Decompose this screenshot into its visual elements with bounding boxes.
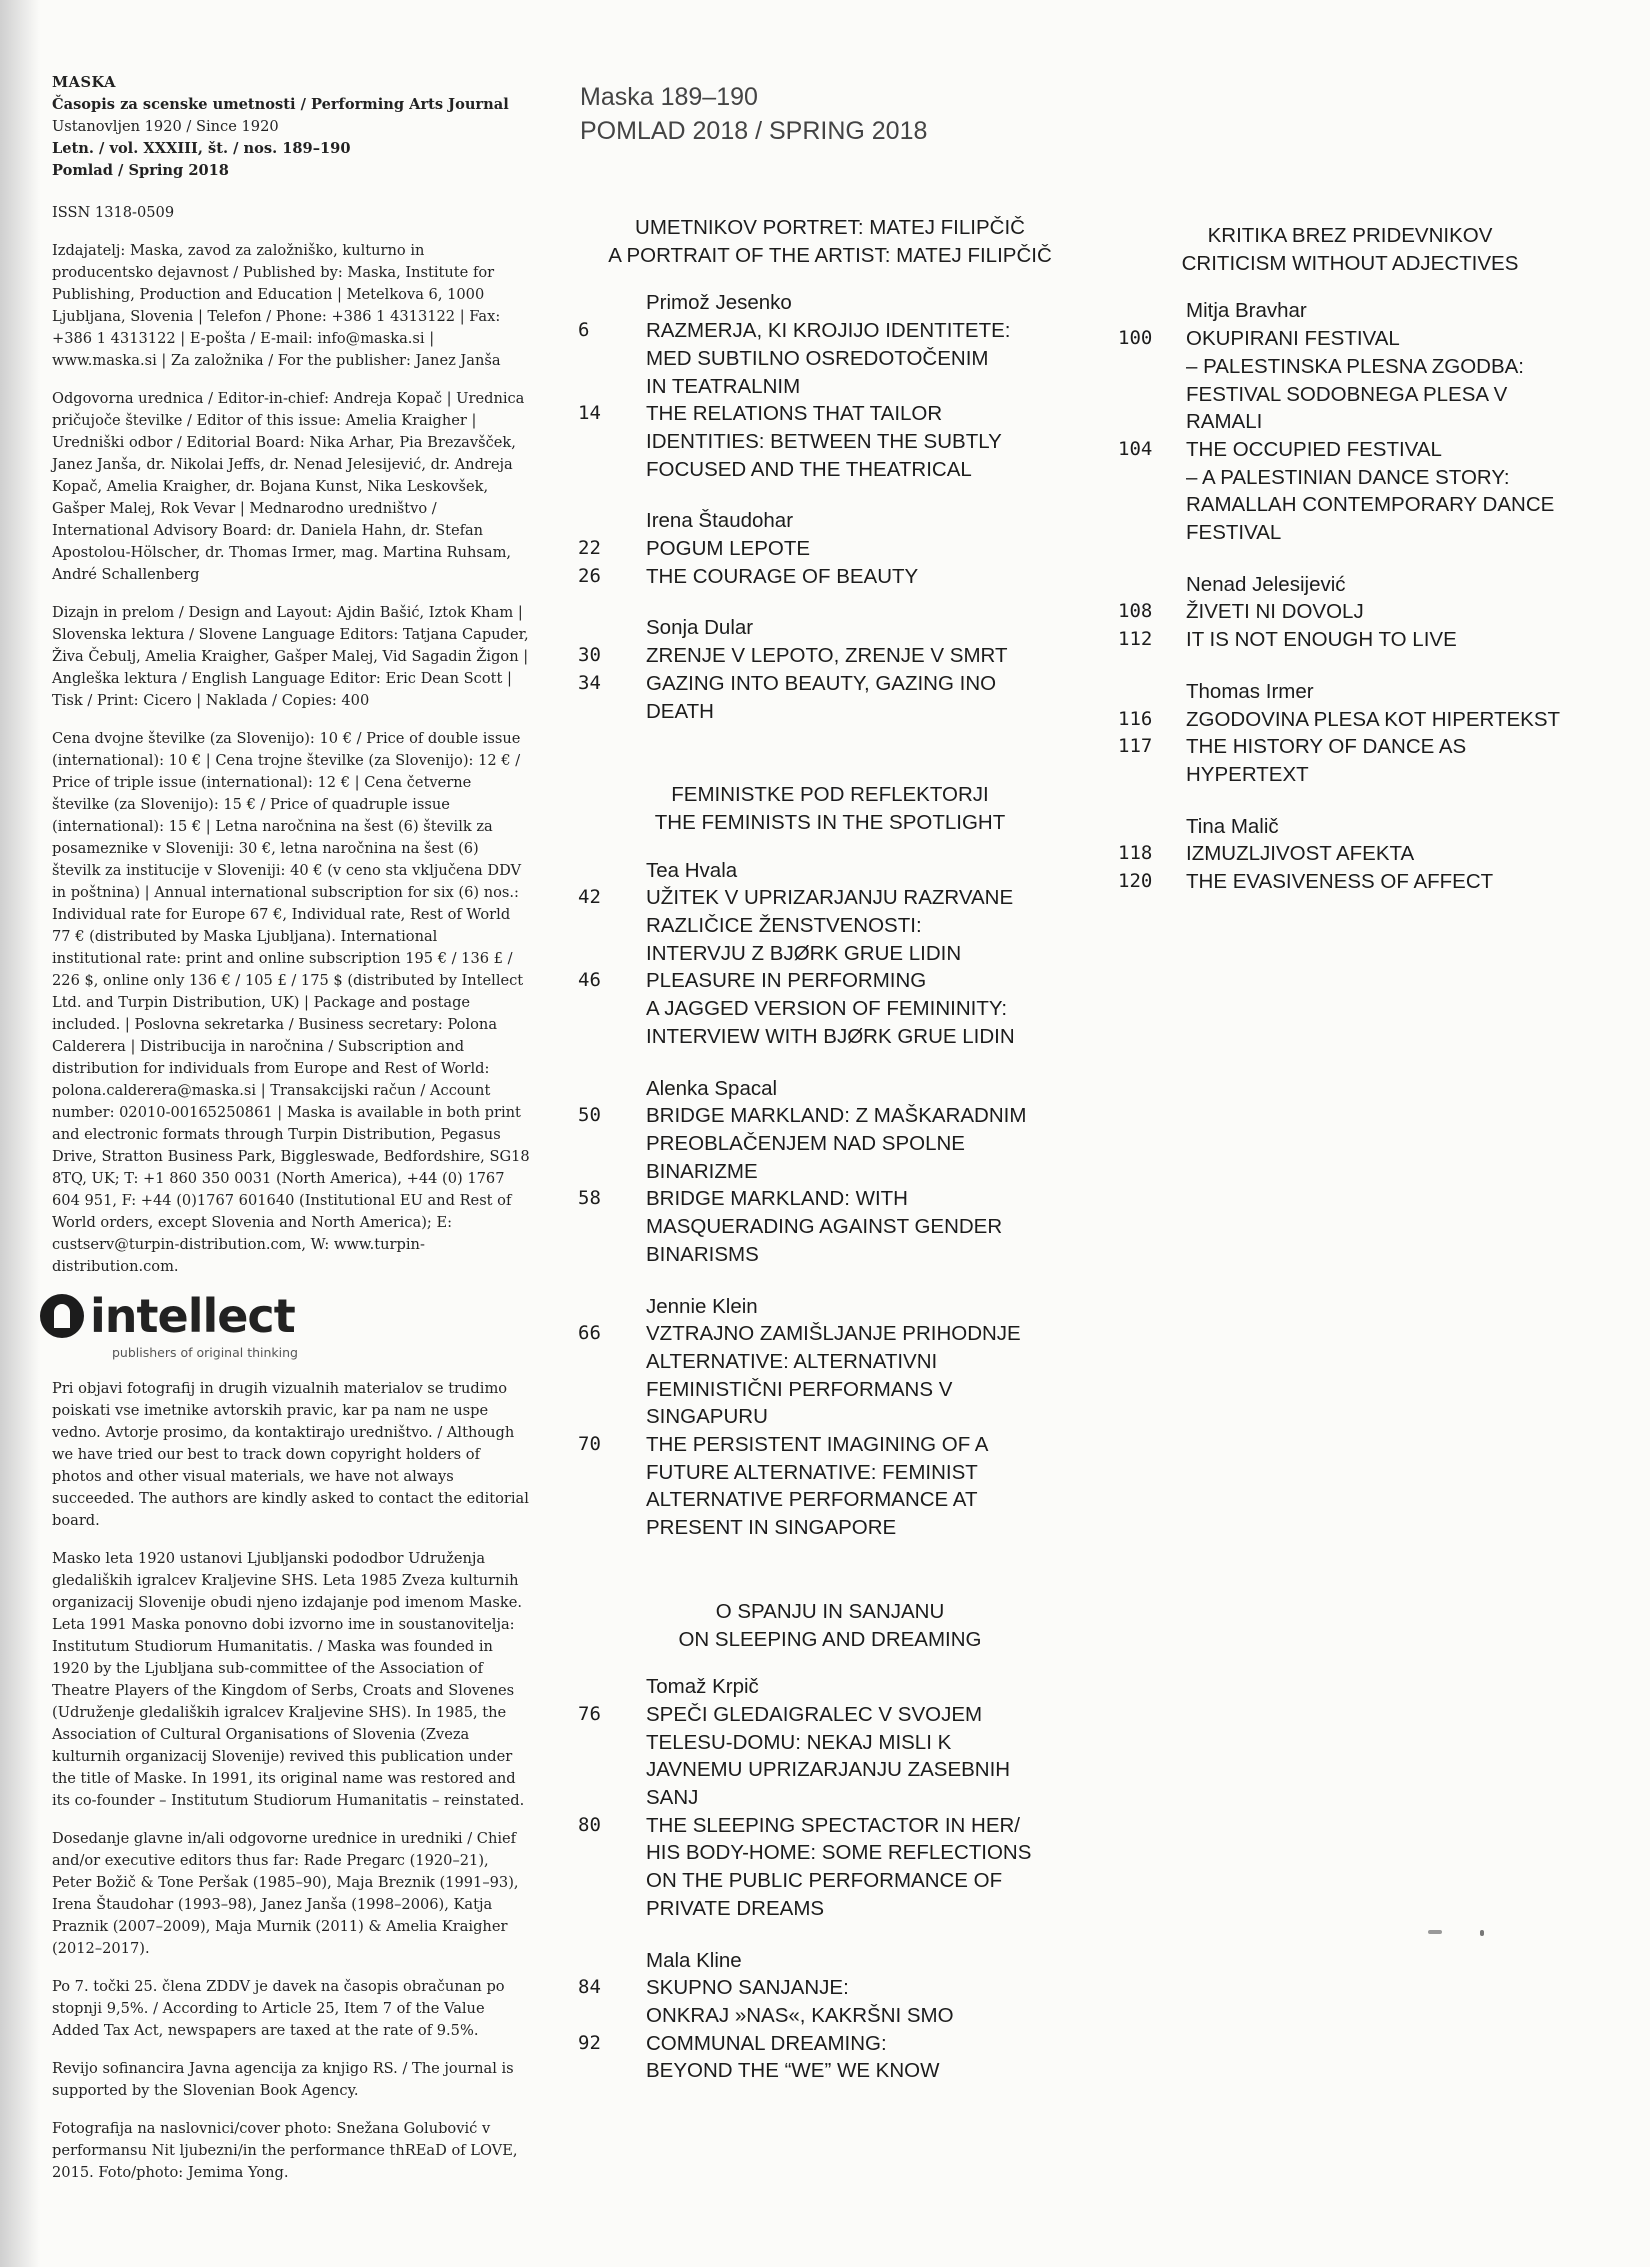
article-block: [560, 507, 1100, 590]
copyright-notice: Pri objavi fotografij in drugih vizualnih materialov se trudimo poiskati vse imetnike avtorskih pravic, kar pa nam ne uspe vedno. Avtorje prosimo, da kontaktirajo uredništvo. / Although we have tried our best to track down copyright holders of photos and other visual materials, we have not always succeeded. The authors are kindly asked to contact the editorial board.: [52, 1380, 529, 1529]
entry-title-line: – A PALESTINIAN DANCE STORY:: [1186, 465, 1510, 489]
entry-title-line: SKUPNO SANJANJE:: [646, 1976, 849, 2000]
funding-note: Revijo sofinancira Javna agencija za knjigo RS. / The journal is supported by the Slovenian Book Agency.: [52, 2060, 514, 2099]
toc-entry: [1100, 626, 1600, 654]
entry-title: [646, 1320, 1100, 1431]
entry-title-line: UŽITEK V UPRIZARJANJU RAZRVANE: [646, 886, 1014, 910]
entry-title: [1186, 868, 1600, 896]
entry-title: [646, 563, 1100, 591]
scan-mark: [1480, 1930, 1484, 1936]
page-number: 26: [578, 564, 601, 587]
section-title-en: ON SLEEPING AND DREAMING: [678, 1627, 982, 1651]
entry-title: [1186, 436, 1600, 547]
article-block: [560, 1947, 1100, 2086]
entry-title-line: BRIDGE MARKLAND: WITH: [646, 1187, 908, 1211]
entry-title-line: FOCUSED AND THE THEATRICAL: [646, 457, 972, 481]
entry-title-line: THE HISTORY OF DANCE AS: [1186, 735, 1467, 759]
page-number: 22: [578, 537, 601, 560]
entry-title-line: COMMUNAL DREAMING:: [646, 2031, 887, 2055]
entry-title: [646, 1431, 1100, 1542]
entry-title-line: RAZMERJA, KI KROJIJO IDENTITETE:: [646, 319, 1011, 343]
entry-title-line: TELESU-DOMU: NEKAJ MISLI K: [646, 1730, 952, 1754]
page-number: 50: [578, 1104, 601, 1127]
entry-title-line: THE SLEEPING SPECTACTOR IN HER/: [646, 1813, 1021, 1837]
tax-note: Po 7. točki 25. člena ZDDV je davek na časopis obračunan po stopnji 9,5%. / According to Article 25, Item 7 of the Value Added Tax Act, newspapers are taxed at the rate of 9.5%.: [52, 1978, 505, 2039]
entry-title: [646, 884, 1100, 967]
entry-title: [646, 1185, 1100, 1268]
entry-title-line: FEMINISTIČNI PERFORMANS V: [646, 1377, 953, 1401]
article-block: [560, 614, 1100, 725]
entry-title: [646, 967, 1100, 1050]
author-name: Thomas Irmer: [1186, 679, 1314, 703]
entry-title-line: RAMALI: [1186, 410, 1263, 434]
entry-title: [1186, 325, 1600, 436]
article-block: [560, 1673, 1100, 1922]
author-name: Tea Hvala: [646, 858, 738, 882]
author-name: Mala Kline: [646, 1948, 742, 1972]
toc-entry: [560, 642, 1100, 670]
toc-entry: [560, 1812, 1100, 1923]
entry-title: [646, 670, 1100, 725]
page-number: 6: [578, 319, 590, 342]
masthead-subtitle: Časopis za scenske umetnosti / Performing Arts Journal: [52, 96, 509, 113]
author-name: Mitja Bravhar: [1186, 299, 1307, 323]
entry-title: [646, 1812, 1100, 1923]
toc-entry: [560, 1701, 1100, 1812]
imprint-column: [52, 72, 530, 2200]
entry-title-line: JAVNEMU UPRIZARJANJU ZASEBNIH: [646, 1758, 1011, 1782]
toc-entry: [1100, 868, 1600, 896]
page-number: 120: [1118, 870, 1153, 893]
page-number: 46: [578, 969, 601, 992]
masthead-since: Ustanovljen 1920 / Since 1920: [52, 118, 279, 135]
page-number: 76: [578, 1702, 601, 1725]
entry-title-line: ZGODOVINA PLESA KOT HIPERTEKST: [1186, 707, 1561, 731]
section-title: [1100, 222, 1600, 277]
entry-title: [646, 1974, 1100, 2029]
history-note: Masko leta 1920 ustanovi Ljubljanski pododbor Udruženja gledaliških igralcev Kraljevine SHS. Leta 1985 Zveza kulturnih organizacij Slovenije obudi njeno izdajanje pod imenom Maske. Leta 1991 Maska ponovno dobi izvorno ime in soustanovitelja: Institutum Studiorum Humanitatis. / Maska was founded in 1920 by the Ljubljana sub-committee of the Association of Theatre Players of the Kingdom of Serbs, Croats and Slovenes (Udruženje gledaliških igralcev Kraljevine SHS). In 1985, the Association of Cultural Organisations of Slovenia (Zveza kulturnih organizacij Slovenije) revived this publication under the title of Maske. In 1991, its original name was restored and its co-founder – Institutum Studiorum Humanitatis – reinstated.: [52, 1550, 525, 1809]
page-number: 42: [578, 886, 601, 909]
author-name: Tomaž Krpič: [646, 1675, 759, 1699]
page-number: 118: [1118, 842, 1153, 865]
masthead-season: Pomlad / Spring 2018: [52, 162, 229, 179]
editorial-board: Odgovorna urednica / Editor-in-chief: Andreja Kopač | Urednica pričujoče številke / Editor of this issue: Amelia Kraigher | Uredniški odbor / Editorial Board: Nika Arhar, Pia Brezavšček, Janez Janša, dr. Nikolai Jeffs, dr. Nenad Jelesijević, dr. Andreja Kopač, Amelia Kraigher, dr. Bojana Kunst, Nika Leskovšek, Gašper Malej, Rok Vevar | Mednarodno uredništvo / International Advisory Board: dr. Daniela Hahn, dr. Stefan Apostolou-Hölscher, dr. Thomas Irmer, mag. Martina Ruhsam, André Schallenberg: [52, 390, 525, 583]
article-block: [1100, 678, 1600, 789]
author-name: Irena Štaudohar: [646, 509, 794, 533]
entry-title-line: ALTERNATIVE: ALTERNATIVNI: [646, 1349, 938, 1373]
page-number: 104: [1118, 437, 1153, 460]
article-block: [560, 289, 1100, 483]
editors-history: Dosedanje glavne in/ali odgovorne urednice in uredniki / Chief and/or executive editors thus far: Rade Pregarc (1920–21), Peter Božič & Tone Peršak (1985–90), Maja Breznik (1991–93), Irena Štaudohar (1993–98), Janez Janša (1998–2006), Katja Praznik (2007–2009), Maja Murnik (2011) & Amelia Kraigher (2012–2017).: [52, 1830, 519, 1957]
entry-title-line: SPEČI GLEDAIGRALEC V SVOJEM: [646, 1702, 983, 1726]
author-name: Alenka Spacal: [646, 1076, 778, 1100]
entry-title-line: ALTERNATIVE PERFORMANCE AT: [646, 1488, 978, 1512]
page-number: 92: [578, 2031, 601, 2054]
entry-title: [1186, 598, 1600, 626]
masthead-name: MASKA: [52, 74, 116, 91]
entry-title-line: IZMUZLJIVOST AFEKTA: [1186, 842, 1415, 866]
entry-title: [646, 2030, 1100, 2085]
intellect-tagline: publishers of original thinking: [112, 1345, 298, 1360]
section-title-en: CRITICISM WITHOUT ADJECTIVES: [1181, 251, 1519, 275]
entry-title: [646, 400, 1100, 483]
article-block: [1100, 571, 1600, 654]
entry-title: [646, 1102, 1100, 1185]
toc-entry: [560, 317, 1100, 400]
entry-title-line: MASQUERADING AGAINST GENDER: [646, 1215, 1003, 1239]
toc-entry: [1100, 840, 1600, 868]
section-title: [560, 1598, 1100, 1653]
article-block: [560, 857, 1100, 1051]
article-block: [1100, 297, 1600, 546]
toc-column-2: [1100, 222, 1600, 920]
toc-entry: [560, 1974, 1100, 2029]
toc-entry: [560, 1431, 1100, 1542]
masthead-volume: Letn. / vol. XXXIII, št. / nos. 189–190: [52, 140, 351, 157]
page-number: 84: [578, 1976, 601, 1999]
publisher-info: Izdajatelj: Maska, zavod za založniško, kulturno in producentsko dejavnost / Published by: Maska, Institute for Publishing, Production and Education | Metelkova 6, 1000 Ljubljana, Slovenia | Telefon / Phone: +386 1 4313122 | Fax: +386 1 4313122 | E-pošta / E-mail: info@maska.si | www.maska.si | Za založnika / For the publisher: Janez Janša: [52, 242, 501, 369]
entry-title-line: VZTRAJNO ZAMIŠLJANJE PRIHODNJE: [646, 1322, 1021, 1346]
entry-title: [646, 642, 1100, 670]
entry-title-line: BEYOND THE “WE” WE KNOW: [646, 2059, 940, 2083]
entry-title-line: THE EVASIVENESS OF AFFECT: [1186, 870, 1494, 894]
entry-title: [646, 317, 1100, 400]
issue-season: POMLAD 2018 / SPRING 2018: [580, 117, 928, 145]
design-credits: Dizajn in prelom / Design and Layout: Ajdin Bašić, Iztok Kham | Slovenska lektura / Slovene Language Editors: Tatjana Capuder, Živa Čebulj, Amelia Kraigher, Gašper Malej, Vid Sagadin Žigon | Angleška lektura / English Language Editor: Eric Dean Scott | Tisk / Print: Cicero | Naklada / Copies: 400: [52, 604, 529, 709]
section-title-en: A PORTRAIT OF THE ARTIST: MATEJ FILIPČIČ: [608, 243, 1052, 267]
entry-title-line: ŽIVETI NI DOVOLJ: [1186, 600, 1364, 624]
entry-title-line: DEATH: [646, 699, 714, 723]
toc-entry: [560, 1185, 1100, 1268]
toc-entry: [1100, 706, 1600, 734]
scan-mark: [1428, 1930, 1442, 1934]
page-number: 58: [578, 1187, 601, 1210]
toc-entry: [1100, 436, 1600, 547]
section-title-sl: O SPANJU IN SANJANU: [715, 1599, 945, 1623]
section-title-sl: FEMINISTKE POD REFLEKTORJI: [671, 783, 989, 807]
entry-title-line: ONKRAJ »NAS«, KAKRŠNI SMO: [646, 2003, 954, 2027]
entry-title-line: THE RELATIONS THAT TAILOR: [646, 402, 943, 426]
section-title-en: THE FEMINISTS IN THE SPOTLIGHT: [654, 810, 1006, 834]
toc-entry: [560, 884, 1100, 967]
masthead: [52, 72, 530, 182]
page-number: 80: [578, 1813, 601, 1836]
entry-title-line: OKUPIRANI FESTIVAL: [1186, 327, 1400, 351]
entry-title-line: THE PERSISTENT IMAGINING OF A: [646, 1433, 989, 1457]
entry-title: [1186, 706, 1600, 734]
entry-title-line: RAMALLAH CONTEMPORARY DANCE: [1186, 493, 1555, 517]
issue-header: [580, 80, 927, 148]
toc-entry: [560, 400, 1100, 483]
intellect-logo-text: intellect: [90, 1289, 295, 1343]
toc-entry: [560, 2030, 1100, 2085]
toc-entry: [1100, 733, 1600, 788]
entry-title-line: SANJ: [646, 1786, 699, 1810]
entry-title-line: PLEASURE IN PERFORMING: [646, 969, 927, 993]
entry-title-line: HIS BODY-HOME: SOME REFLECTIONS: [646, 1841, 1032, 1865]
entry-title: [1186, 626, 1600, 654]
page-number: 108: [1118, 600, 1153, 623]
entry-title-line: A JAGGED VERSION OF FEMININITY:: [646, 997, 1008, 1021]
article-block: [560, 1293, 1100, 1542]
article-block: [560, 1075, 1100, 1269]
entry-title-line: PRESENT IN SINGAPORE: [646, 1516, 897, 1540]
entry-title-line: MED SUBTILNO OSREDOTOČENIM: [646, 346, 989, 370]
entry-title-line: ON THE PUBLIC PERFORMANCE OF: [646, 1869, 1003, 1893]
section-title: [560, 214, 1100, 269]
entry-title-line: SINGAPURU: [646, 1405, 768, 1429]
page-number: 100: [1118, 327, 1153, 350]
section-gap: [560, 749, 1100, 781]
author-name: Nenad Jelesijević: [1186, 572, 1346, 596]
article-block: [1100, 813, 1600, 896]
author-name: Tina Malič: [1186, 814, 1279, 838]
entry-title-line: BINARIZME: [646, 1159, 758, 1183]
entry-title-line: PRIVATE DREAMS: [646, 1896, 825, 1920]
toc-entry: [560, 1320, 1100, 1431]
entry-title: [646, 1701, 1100, 1812]
author-name: Primož Jesenko: [646, 291, 792, 315]
page-number: 14: [578, 402, 601, 425]
entry-title-line: FESTIVAL SODOBNEGA PLESA V: [1186, 382, 1508, 406]
section-title-sl: KRITIKA BREZ PRIDEVNIKOV: [1207, 224, 1493, 247]
page-number: 30: [578, 644, 601, 667]
cover-credit: Fotografija na naslovnici/cover photo: Snežana Golubović v performansu Nit ljubezni/in the performance thREaD of LOVE, 2015. Foto/photo: Jemima Yong.: [52, 2120, 518, 2181]
entry-title-line: INTERVJU Z BJØRK GRUE LIDIN: [646, 941, 962, 965]
entry-title-line: IN TEATRALNIM: [646, 374, 801, 398]
page-number: 112: [1118, 628, 1153, 651]
toc-entry: [560, 967, 1100, 1050]
intellect-logo: [40, 1289, 530, 1343]
entry-title-line: FESTIVAL: [1186, 521, 1282, 545]
entry-title-line: – PALESTINSKA PLESNA ZGODBA:: [1186, 354, 1524, 378]
issue-number: Maska 189–190: [580, 83, 758, 111]
entry-title-line: IDENTITIES: BETWEEN THE SUBTLY: [646, 429, 1002, 453]
section-title: [560, 781, 1100, 836]
entry-title-line: POGUM LEPOTE: [646, 537, 811, 561]
toc-entry: [560, 563, 1100, 591]
entry-title-line: FUTURE ALTERNATIVE: FEMINIST: [646, 1460, 978, 1484]
entry-title-line: GAZING INTO BEAUTY, GAZING INO: [646, 671, 997, 695]
entry-title: [1186, 840, 1600, 868]
page-number: 116: [1118, 707, 1153, 730]
toc-entry: [560, 535, 1100, 563]
section-gap: [560, 1566, 1100, 1598]
entry-title-line: RAZLIČICE ŽENSTVENOSTI:: [646, 914, 922, 938]
entry-title-line: ZRENJE V LEPOTO, ZRENJE V SMRT: [646, 644, 1008, 668]
entry-title: [646, 535, 1100, 563]
toc-entry: [1100, 598, 1600, 626]
issn: ISSN 1318-0509: [52, 204, 175, 221]
entry-title-line: INTERVIEW WITH BJØRK GRUE LIDIN: [646, 1024, 1015, 1048]
entry-title-line: BINARISMS: [646, 1242, 759, 1266]
intellect-logo-icon: [40, 1294, 84, 1338]
entry-title-line: THE OCCUPIED FESTIVAL: [1186, 437, 1442, 461]
entry-title-line: IT IS NOT ENOUGH TO LIVE: [1186, 628, 1457, 652]
page-number: 70: [578, 1433, 601, 1456]
page-number: 66: [578, 1322, 601, 1345]
section-title-sl: UMETNIKOV PORTRET: MATEJ FILIPČIČ: [635, 216, 1025, 239]
entry-title-line: THE COURAGE OF BEAUTY: [646, 564, 919, 588]
author-name: Jennie Klein: [646, 1294, 758, 1318]
toc-column-1: [560, 214, 1100, 2109]
toc-entry: [560, 1102, 1100, 1185]
entry-title-line: BRIDGE MARKLAND: Z MAŠKARADNIM: [646, 1104, 1027, 1128]
page-number: 117: [1118, 735, 1153, 758]
author-name: Sonja Dular: [646, 616, 754, 640]
toc-entry: [1100, 325, 1600, 436]
toc-entry: [560, 670, 1100, 725]
scan-shadow: [0, 0, 40, 2267]
entry-title: [1186, 733, 1600, 788]
page-number: 34: [578, 671, 601, 694]
price-info: Cena dvojne številke (za Slovenijo): 10 € / Price of double issue (international): 10 € | Cena trojne številke (za Slovenijo): 12 € / Price of triple issue (international): 12 € | Cena četverne številke (za Slovenijo): 15 € / Price of quadruple issue (international): 15 € | Letna naročnina na šest (6) številk za posameznike v Sloveniji: 30 €, letna naročnina na šest (6) številk za institucije v Sloveniji: 40 € (v ceno sta vključena DDV in poštnina) | Annual international subscription for six (6) nos.: Individual rate for Europe 67 €, Individual rate, Rest of World 77 € (distributed by Maska Ljubljana). International institutional rate: print and online subscription 195 € / 136 £ / 226 $, online only 136 € / 105 £ / 175 $ (distributed by Intellect Ltd. and Turpin Distribution, UK) | Package and postage included. | Poslovna sekretarka / Business secretary: Polona Calderera | Distribucija in naročnina / Subscription and distribution for individuals from Europe and Rest of World: polona.calderera@maska.si | Transakcijski račun / Account number: 02010-00165250861 | Maska is available in both print and electronic formats through Turpin Distribution, Pegasus Drive, Stratton Business Park, Biggleswade, Bedfordshire, SG18 8TQ, UK; T: +1 860 350 0031 (North America), +44 (0) 1767 604 951, F: +44 (0)1767 601640 (Institutional EU and Rest of World orders, except Slovenia and North America); E: custserv@turpin-distribution.com, W: www.turpin-distribution.com.: [52, 730, 530, 1275]
entry-title-line: HYPERTEXT: [1186, 762, 1309, 786]
entry-title-line: PREOBLAČENJEM NAD SPOLNE: [646, 1131, 965, 1155]
